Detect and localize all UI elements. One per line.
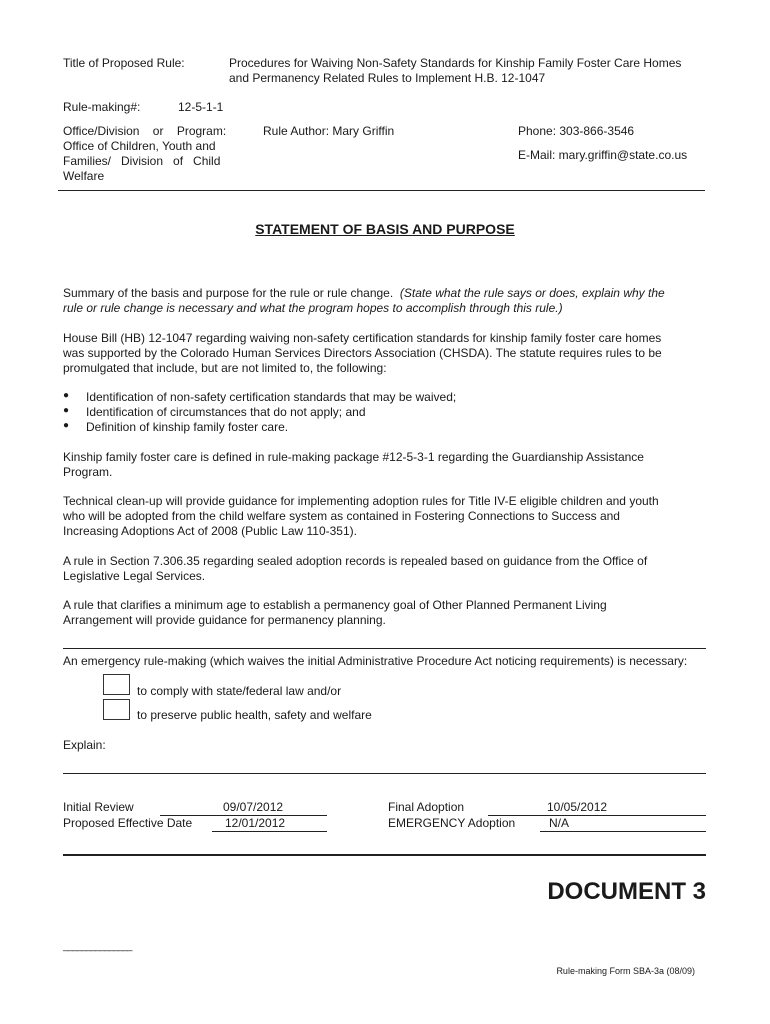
office-line-4: Welfare [63, 169, 105, 183]
header-divider [58, 190, 705, 191]
email: E-Mail: mary.griffin@state.co.us [518, 148, 688, 162]
summary-italic-2: rule or rule change is necessary and what the program hopes to accomplish through this rule.) [63, 301, 563, 315]
para4-line-1: A rule in Section 7.306.35 regarding sealed adoption records is repealed based on guidance from the Office of [63, 554, 648, 568]
para5-line-2: Arrangement will provide guidance for permanency planning. [63, 613, 386, 627]
rulemaking-label: Rule-making#: [63, 100, 141, 114]
comply-law-label: to comply with state/federal law and/or [137, 684, 342, 698]
bullet-icon: ● [63, 390, 70, 401]
emergency-adoption-label: EMERGENCY Adoption [388, 816, 516, 830]
para1-line-3: promulgated that include, but are not limited to, the following: [63, 361, 387, 375]
proposed-effective-underline [212, 831, 327, 832]
explain-line[interactable] [63, 773, 706, 774]
explain-label: Explain: [63, 738, 106, 752]
para3-line-1: Technical clean-up will provide guidance for implementing adoption rules for Title IV-E eligible children and youth [63, 494, 659, 508]
public-health-label: to preserve public health, safety and welfare [137, 708, 372, 722]
office-line-3: Families/ Division of Child [63, 154, 221, 168]
comply-law-checkbox[interactable] [103, 674, 130, 695]
initial-review-label: Initial Review [63, 800, 134, 814]
para2-line-1: Kinship family foster care is defined in rule-making package #12-5-3-1 regarding the Guardianship Assistance [63, 450, 644, 464]
bottom-divider [63, 854, 706, 856]
emergency-adoption-underline [540, 831, 706, 832]
title-label: Title of Proposed Rule: [63, 56, 185, 70]
form-id: Rule-making Form SBA-3a (08/09) [556, 966, 695, 976]
document-label: DOCUMENT 3 [547, 878, 706, 905]
bullet-icon: ● [63, 405, 70, 416]
office-line-1: Office/Division or Program: [63, 124, 227, 138]
para4-line-2: Legislative Legal Services. [63, 569, 206, 583]
rulemaking-number: 12-5-1-1 [178, 100, 224, 114]
title-line-2: and Permanency Related Rules to Implement H.B. 12-1047 [229, 71, 546, 85]
statement-heading: STATEMENT OF BASIS AND PURPOSE [255, 221, 515, 237]
footnote-line: _______________ [63, 941, 132, 952]
initial-review-value: 09/07/2012 [223, 800, 284, 814]
proposed-effective-value: 12/01/2012 [225, 816, 286, 830]
bullet-item: Identification of non-safety certification standards that may be waived; [86, 390, 457, 404]
summary-italic-1: (State what the rule says or does, explain why the [399, 286, 665, 300]
para1-line-1: House Bill (HB) 12-1047 regarding waiving non-safety certification standards for kinship family foster care homes [63, 331, 662, 345]
summary-line-1 [63, 286, 708, 301]
title-line-1: Procedures for Waiving Non-Safety Standards for Kinship Family Foster Care Homes [229, 56, 682, 70]
final-adoption-value: 10/05/2012 [547, 800, 608, 814]
summary-plain: Summary of the basis and purpose for the rule or rule change. [63, 286, 394, 300]
rule-author: Rule Author: Mary Griffin [263, 124, 395, 138]
bullet-item: Identification of circumstances that do not apply; and [86, 405, 366, 419]
emergency-text: An emergency rule-making (which waives the initial Administrative Procedure Act noticing requirements) is necessary: [63, 654, 688, 668]
para3-line-3: Increasing Adoptions Act of 2008 (Public Law 110-351). [63, 524, 357, 538]
bullet-item: Definition of kinship family foster care. [86, 420, 289, 434]
para5-line-1: A rule that clarifies a minimum age to establish a permanency goal of Other Planned Permanent Living [63, 598, 607, 612]
bullet-icon: ● [63, 420, 70, 431]
para3-line-2: who will be adopted from the child welfare system as contained in Fostering Connections to Success and [63, 509, 620, 523]
emergency-adoption-value: N/A [549, 816, 570, 830]
phone: Phone: 303-866-3546 [518, 124, 635, 138]
proposed-effective-label: Proposed Effective Date [63, 816, 193, 830]
para1-line-2: was supported by the Colorado Human Services Directors Association (CHSDA). The statute requires rules to be [63, 346, 662, 360]
final-adoption-label: Final Adoption [388, 800, 465, 814]
section-divider [63, 648, 706, 649]
public-health-checkbox[interactable] [103, 699, 130, 720]
para2-line-2: Program. [63, 465, 113, 479]
final-adoption-underline [488, 815, 706, 816]
office-line-2: Office of Children, Youth and [63, 139, 216, 153]
